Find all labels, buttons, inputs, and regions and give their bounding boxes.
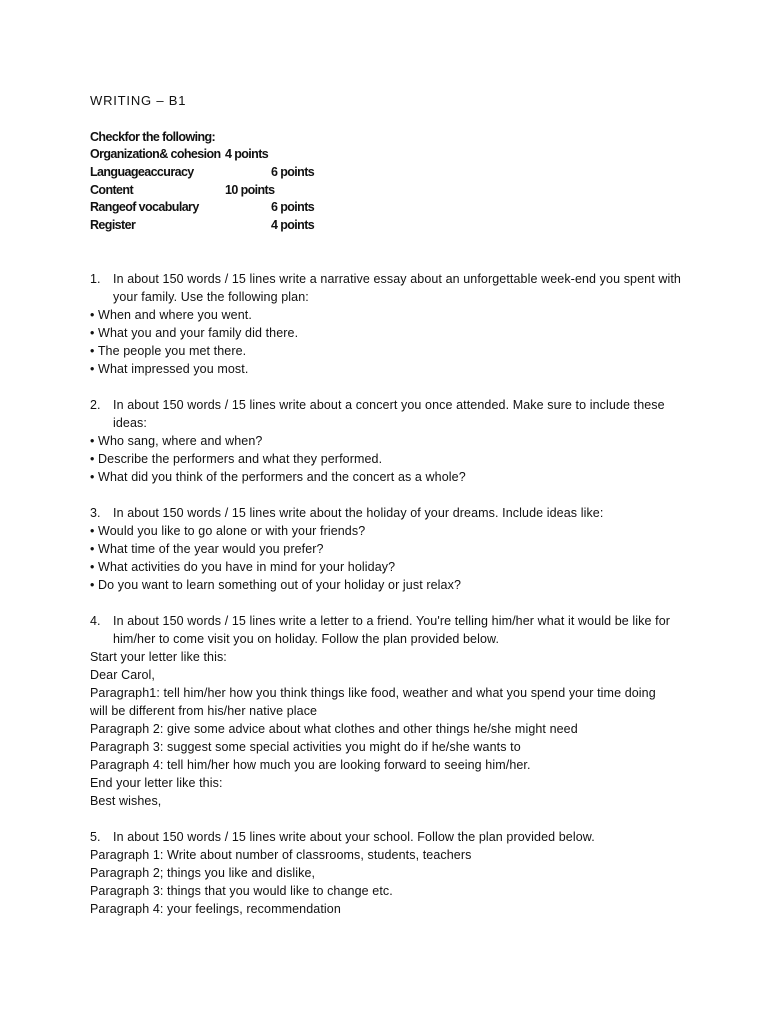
task-number: 3. [90, 506, 101, 520]
document-title: WRITING – B1 [90, 93, 187, 108]
task-line: • When and where you went. [90, 308, 252, 322]
task-line: Paragraph 3: suggest some special activities you might do if he/she wants to [90, 740, 521, 754]
task-line: Paragraph 1: Write about number of classrooms, students, teachers [90, 848, 472, 862]
task-line: Paragraph 2: give some advice about what clothes and other things he/she might need [90, 722, 578, 736]
criteria-label: Register [90, 218, 136, 233]
task-prompt-text: In about 150 words / 15 lines write about a concert you once attended. Make sure to include these ideas: [113, 398, 665, 430]
task-number: 4. [90, 614, 101, 628]
task-line: • The people you met there. [90, 344, 247, 358]
criteria-label: Rangeof vocabulary [90, 200, 199, 215]
task-line: • What impressed you most. [90, 362, 249, 376]
task-line: • What time of the year would you prefer? [90, 542, 324, 556]
criteria-label: Content [90, 182, 134, 197]
criteria-row [90, 146, 330, 164]
criteria-points: 4 points [225, 147, 269, 161]
task-number: 2. [90, 398, 101, 412]
task-5 [90, 828, 690, 918]
task-number: 5. [90, 830, 101, 844]
criteria-points: 4 points [271, 218, 315, 233]
criteria-row [90, 199, 330, 217]
task-prompt-text: In about 150 words / 15 lines write about the holiday of your dreams. Include ideas like: [113, 506, 604, 520]
task-2 [90, 396, 690, 486]
task-line: • What did you think of the performers and the concert as a whole? [90, 470, 466, 484]
criteria-row [90, 182, 330, 200]
criteria-label: Languageaccuracy [90, 164, 194, 179]
task-line: will be different from his/her native place [90, 704, 318, 718]
task-line: • What you and your family did there. [90, 326, 299, 340]
task-line: • Who sang, where and when? [90, 434, 263, 448]
task-3 [90, 504, 690, 594]
task-prompt [90, 828, 690, 846]
task-line: • What activities do you have in mind for your holiday? [90, 560, 396, 574]
task-line: • Do you want to learn something out of your holiday or just relax? [90, 578, 461, 592]
task-prompt [90, 270, 690, 306]
task-prompt-text: In about 150 words / 15 lines write about your school. Follow the plan provided below. [113, 830, 595, 844]
criteria-row [90, 164, 330, 182]
task-number: 1. [90, 272, 101, 286]
task-prompt-text: In about 150 words / 15 lines write a narrative essay about an unforgettable week-end you spent with your family. Use the following plan: [113, 272, 681, 304]
task-line: • Describe the performers and what they performed. [90, 452, 383, 466]
task-line: Paragraph1: tell him/her how you think things like food, weather and what you spend your time doing [90, 686, 656, 700]
criteria-points: 10 points [225, 182, 275, 197]
criteria-label: Organization& cohesion [90, 147, 221, 161]
task-4 [90, 612, 690, 810]
criteria-heading: Checkfor the following: [90, 130, 216, 144]
task-prompt [90, 504, 690, 522]
task-line: • Would you like to go alone or with your friends? [90, 524, 366, 538]
task-line: End your letter like this: [90, 776, 223, 790]
criteria-points: 6 points [271, 200, 315, 215]
task-1 [90, 270, 690, 378]
assessment-criteria [90, 128, 330, 235]
task-line: Dear Carol, [90, 668, 156, 682]
criteria-row [90, 217, 330, 235]
task-line: Paragraph 2; things you like and dislike, [90, 866, 316, 880]
task-line: Paragraph 4: your feelings, recommendation [90, 902, 341, 916]
writing-tasks [90, 270, 690, 936]
task-line: Start your letter like this: [90, 650, 227, 664]
task-prompt-text: In about 150 words / 15 lines write a letter to a friend. You're telling him/her what it would be like for him/her to come visit you on holiday. Follow the plan provided below. [113, 614, 671, 646]
task-prompt [90, 396, 690, 432]
task-line: Paragraph 3: things that you would like to change etc. [90, 884, 393, 898]
criteria-points: 6 points [271, 164, 315, 179]
task-prompt [90, 612, 690, 648]
task-line: Paragraph 4: tell him/her how much you are looking forward to seeing him/her. [90, 758, 531, 772]
task-line: Best wishes, [90, 794, 162, 808]
